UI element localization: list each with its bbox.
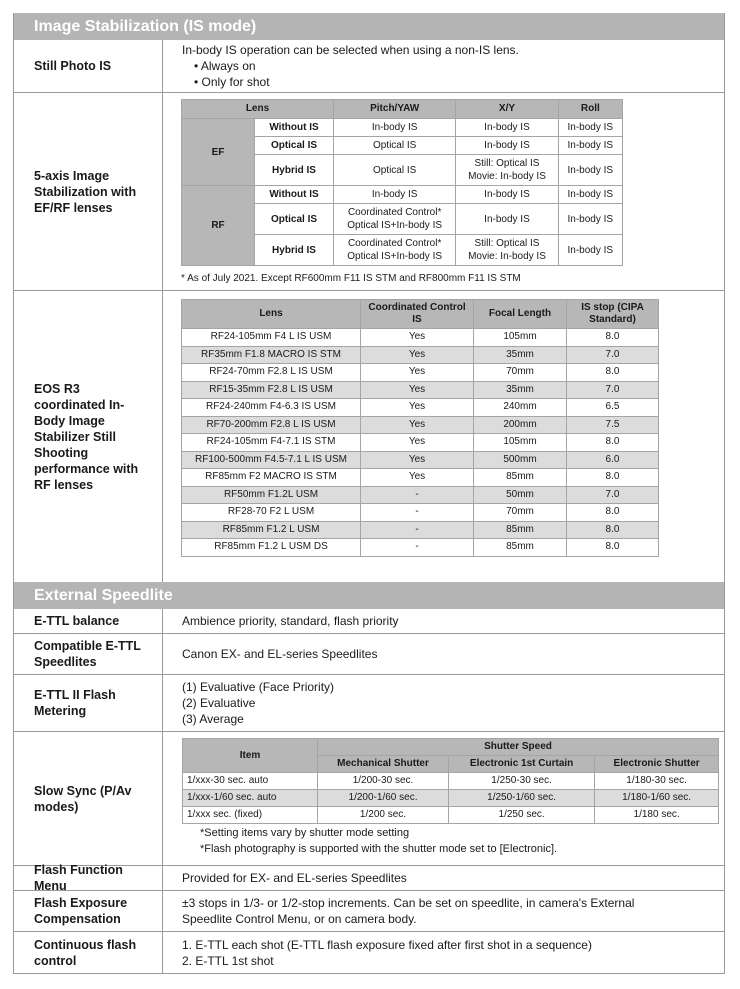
lens-row [182,451,659,469]
spec-sheet [13,13,725,974]
metering-option: (2) Evaluative [182,696,256,710]
roll-cell: In-body IS [558,119,622,137]
lens-name-cell: RF24-240mm F4-6.3 IS USM [182,399,361,417]
roll-cell: In-body IS [558,235,622,266]
is-stop-cell: 8.0 [567,364,659,382]
coordinated-control-cell: - [361,521,474,539]
lens-row [182,399,659,417]
pitch-yaw-cell: Optical IS [334,137,456,155]
lens-name-cell: RF35mm F1.8 MACRO IS STM [182,346,361,364]
electronic-1st-curtain-cell: 1/250 sec. [449,807,595,824]
is-stop-cell: 8.0 [567,434,659,452]
row-value [163,732,724,865]
still-photo-option: • Always on [194,59,256,73]
col-group-header: Shutter Speed [318,739,719,756]
lens-name-cell: RF24-105mm F4 L IS USM [182,329,361,347]
coordinated-control-cell: Yes [361,381,474,399]
five-axis-table [181,99,623,266]
lens-type-cell: Optical IS [255,204,334,235]
is-stop-cell: 8.0 [567,469,659,487]
col-header: Lens [182,300,361,329]
lens-group-cell: RF [182,186,255,266]
row-label: Still Photo IS [14,40,163,92]
slow-sync-notes [182,824,724,861]
continuous-option: 1. E-TTL each shot (E-TTL flash exposure fixed after first shot in a sequence) [182,937,592,952]
col-header: Lens [182,100,334,119]
lens-name-cell: RF100-500mm F4.5-7.1 L IS USM [182,451,361,469]
row-label: E-TTL II Flash Metering [14,675,163,731]
row-label: Slow Sync (P/Av modes) [14,732,163,865]
roll-cell: In-body IS [558,155,622,186]
row-still-photo-is [14,40,724,92]
lens-row [182,381,659,399]
lens-row [182,539,659,557]
five-axis-row [182,119,623,137]
col-header: Focal Length [474,300,567,329]
coordinated-control-cell: Yes [361,451,474,469]
row-value [163,932,724,973]
xy-cell: In-body IS [456,119,558,137]
col-header: Electronic 1st Curtain [449,756,595,773]
focal-length-cell: 105mm [474,434,567,452]
lens-type-cell: Optical IS [255,137,334,155]
focal-length-cell: 85mm [474,469,567,487]
focal-length-cell: 500mm [474,451,567,469]
metering-option: (1) Evaluative (Face Priority) [182,680,335,694]
five-axis-row [182,186,623,204]
slow-sync-row [183,807,719,824]
focal-length-cell: 105mm [474,329,567,347]
lens-name-cell: RF85mm F2 MACRO IS STM [182,469,361,487]
section-header-external-speedlite: External Speedlite [14,582,724,609]
still-photo-intro: In-body IS operation can be selected when using a non-IS lens. [182,43,519,57]
item-cell: 1/xxx-1/60 sec. auto [183,790,318,807]
row-label: 5-axis Image Stabilization with EF/RF lenses [14,93,163,290]
coordinated-control-cell: Yes [361,346,474,364]
coordinated-control-cell: - [361,539,474,557]
is-stop-cell: 7.0 [567,486,659,504]
lens-row [182,469,659,487]
is-stop-cell: 6.0 [567,451,659,469]
roll-cell: In-body IS [558,137,622,155]
electronic-shutter-cell: 1/180-1/60 sec. [595,790,719,807]
pitch-yaw-cell: Optical IS [334,155,456,186]
mechanical-shutter-cell: 1/200 sec. [318,807,449,824]
row-value [163,675,724,731]
coordinated-control-cell: - [361,504,474,522]
mechanical-shutter-cell: 1/200-30 sec. [318,773,449,790]
item-cell: 1/xxx-30 sec. auto [183,773,318,790]
row-ettl-balance [14,609,724,633]
lens-name-cell: RF85mm F1.2 L USM [182,521,361,539]
lens-row [182,504,659,522]
row-value: Ambience priority, standard, flash priority [182,614,399,628]
slow-sync-note: *Flash photography is supported with the shutter mode set to [Electronic]. [200,843,558,855]
coordinated-control-cell: Yes [361,469,474,487]
lens-row [182,364,659,382]
row-value: ±3 stops in 1/3- or 1/2-stop increments. Can be set on speedlite, in camera's External Speedlite Control Menu, or on camera body. [182,896,635,926]
electronic-shutter-cell: 1/180-30 sec. [595,773,719,790]
row-label: Flash Function Menu [14,866,163,890]
focal-length-cell: 85mm [474,521,567,539]
focal-length-cell: 240mm [474,399,567,417]
xy-cell: Still: Optical IS Movie: In-body IS [456,155,558,186]
lens-row [182,521,659,539]
is-stop-cell: 7.0 [567,346,659,364]
electronic-1st-curtain-cell: 1/250-1/60 sec. [449,790,595,807]
col-header: Pitch/YAW [334,100,456,119]
slow-sync-table [182,738,719,824]
is-stop-cell: 6.5 [567,399,659,417]
row-value [163,291,724,582]
col-header: Electronic Shutter [595,756,719,773]
col-header: Item [183,739,318,773]
electronic-1st-curtain-cell: 1/250-30 sec. [449,773,595,790]
roll-cell: In-body IS [558,204,622,235]
coordinated-control-cell: Yes [361,434,474,452]
lens-name-cell: RF70-200mm F2.8 L IS USM [182,416,361,434]
lens-type-cell: Without IS [255,186,334,204]
col-header: IS stop (CIPA Standard) [567,300,659,329]
row-label: E-TTL balance [14,609,163,633]
metering-option: (3) Average [182,712,244,726]
focal-length-cell: 50mm [474,486,567,504]
lens-type-cell: Hybrid IS [255,235,334,266]
row-flash-metering [14,674,724,731]
col-header: Coordinated Control IS [361,300,474,329]
row-label: Continuous flash control [14,932,163,973]
pitch-yaw-cell: Coordinated Control* Optical IS+In-body IS [334,235,456,266]
coordinated-control-cell: Yes [361,364,474,382]
is-stop-cell: 7.0 [567,381,659,399]
row-value [163,40,724,92]
lens-type-cell: Hybrid IS [255,155,334,186]
coordinated-control-cell: Yes [361,416,474,434]
lens-name-cell: RF28-70 F2 L USM [182,504,361,522]
lens-row [182,346,659,364]
row-label: EOS R3 coordinated In-Body Image Stabilizer Still Shooting performance with RF lenses [14,291,163,582]
item-cell: 1/xxx sec. (fixed) [183,807,318,824]
row-coordinated-is [14,290,724,582]
is-stop-cell: 8.0 [567,521,659,539]
roll-cell: In-body IS [558,186,622,204]
col-header: Roll [558,100,622,119]
coordinated-control-cell: Yes [361,399,474,417]
row-label: Flash Exposure Compensation [14,891,163,931]
is-stop-cell: 7.5 [567,416,659,434]
lens-name-cell: RF15-35mm F2.8 L IS USM [182,381,361,399]
lens-row [182,329,659,347]
pitch-yaw-cell: Coordinated Control* Optical IS+In-body IS [334,204,456,235]
pitch-yaw-cell: In-body IS [334,119,456,137]
focal-length-cell: 85mm [474,539,567,557]
row-continuous-flash-control [14,931,724,973]
row-flash-exposure-compensation [14,890,724,931]
focal-length-cell: 35mm [474,346,567,364]
lens-name-cell: RF24-105mm F4-7.1 IS STM [182,434,361,452]
row-slow-sync [14,731,724,865]
row-value [163,93,724,290]
lens-group-cell: EF [182,119,255,186]
five-axis-note: * As of July 2021. Except RF600mm F11 IS STM and RF800mm F11 IS STM [181,273,521,284]
mechanical-shutter-cell: 1/200-1/60 sec. [318,790,449,807]
row-flash-function-menu [14,863,724,893]
pitch-yaw-cell: In-body IS [334,186,456,204]
coordinated-control-cell: Yes [361,329,474,347]
section-header-image-stabilization: Image Stabilization (IS mode) [14,13,724,40]
is-stop-cell: 8.0 [567,504,659,522]
row-label: Compatible E-TTL Speedlites [14,634,163,674]
lens-name-cell: RF85mm F1.2 L USM DS [182,539,361,557]
row-value: Canon EX- and EL-series Speedlites [182,647,378,661]
xy-cell: Still: Optical IS Movie: In-body IS [456,235,558,266]
focal-length-cell: 35mm [474,381,567,399]
slow-sync-note: *Setting items vary by shutter mode setting [200,827,410,839]
slow-sync-row [183,790,719,807]
is-stop-cell: 8.0 [567,539,659,557]
row-compatible-speedlites [14,633,724,674]
lens-row [182,486,659,504]
coordinated-control-cell: - [361,486,474,504]
xy-cell: In-body IS [456,137,558,155]
col-header: X/Y [456,100,558,119]
focal-length-cell: 70mm [474,504,567,522]
is-stop-cell: 8.0 [567,329,659,347]
electronic-shutter-cell: 1/180 sec. [595,807,719,824]
slow-sync-row [183,773,719,790]
continuous-option: 2. E-TTL 1st shot [182,953,274,968]
col-header: Mechanical Shutter [318,756,449,773]
lens-row [182,434,659,452]
focal-length-cell: 70mm [474,364,567,382]
still-photo-option: • Only for shot [194,75,270,89]
xy-cell: In-body IS [456,186,558,204]
lens-name-cell: RF50mm F1.2L USM [182,486,361,504]
row-5-axis-is [14,92,724,290]
row-value: Provided for EX- and EL-series Speedlites [182,871,407,885]
coordinated-is-table [181,299,659,557]
lens-type-cell: Without IS [255,119,334,137]
xy-cell: In-body IS [456,204,558,235]
focal-length-cell: 200mm [474,416,567,434]
lens-row [182,416,659,434]
lens-name-cell: RF24-70mm F2.8 L IS USM [182,364,361,382]
